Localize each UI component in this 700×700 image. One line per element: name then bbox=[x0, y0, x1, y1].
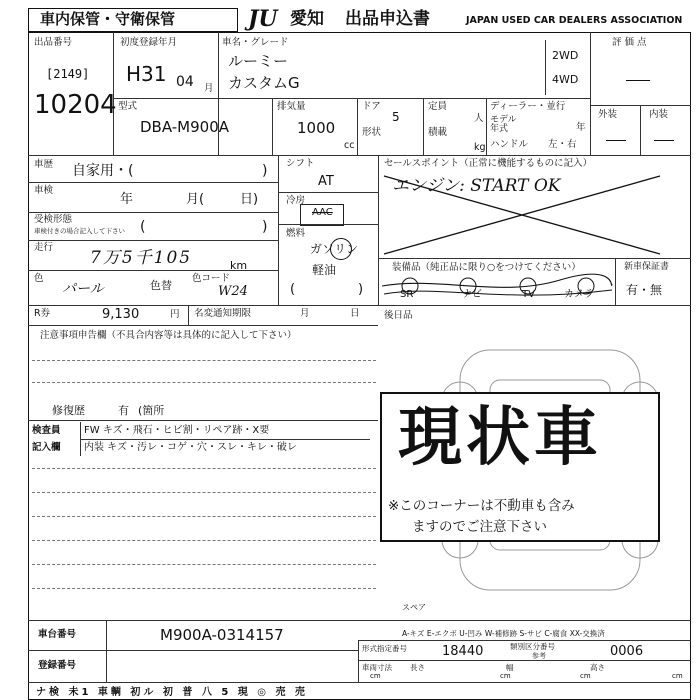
unit-cm-1: cm bbox=[370, 672, 381, 680]
org-name: 愛知 bbox=[290, 9, 324, 29]
notice-label: 名変通知期限 bbox=[194, 308, 252, 319]
unit-cm-2: cm bbox=[500, 672, 511, 680]
notice-line-2: ますのでご注意下さい bbox=[412, 519, 547, 535]
bottom-row: ナ検 未1 車輌 初ル 初 普 八 5 現 ◎ 売 売 bbox=[36, 687, 308, 698]
unit-cm-3: cm bbox=[580, 672, 591, 680]
displacement-value: 1000 bbox=[297, 119, 336, 137]
handle-label: ハンドル bbox=[490, 139, 529, 150]
aftermarket-label: 後日品 bbox=[384, 310, 413, 321]
interior-label: 内装 bbox=[649, 109, 669, 120]
rating-label: 評価点 bbox=[612, 37, 650, 48]
form-title: 出品申込書 bbox=[345, 9, 430, 29]
mileage-label: 走行 bbox=[34, 242, 54, 253]
handle-options: 左・右 bbox=[548, 139, 577, 150]
inspector-label-2: 記入欄 bbox=[32, 442, 61, 453]
color-code-label: 色コード bbox=[192, 273, 231, 284]
spare-label: スペア bbox=[402, 603, 426, 612]
exterior-label: 外装 bbox=[598, 109, 618, 120]
usage-close: ) bbox=[262, 163, 268, 179]
equipment-item-sr: SR bbox=[400, 289, 414, 300]
dealer-label: ディーラー・並行 bbox=[490, 101, 566, 112]
notice-month: 月 bbox=[300, 308, 310, 319]
listing-number-label: 出品番号 bbox=[34, 37, 73, 48]
lot-number: 10204 bbox=[34, 90, 117, 120]
equipment-item-navi: ナビ bbox=[462, 289, 482, 300]
fuel-close: ) bbox=[358, 282, 364, 297]
mileage-value: 7万5千105 bbox=[90, 248, 193, 268]
notes-label: 注意事項申告欄（不具合内容等は具体的に記入して下さい） bbox=[40, 330, 297, 341]
drive-2wd: 2WD bbox=[552, 49, 579, 62]
receive-label: 受検形態 bbox=[34, 214, 73, 225]
color-code-value: W24 bbox=[218, 284, 248, 299]
repair-value: 有 bbox=[118, 404, 129, 417]
class-label: 類別区分番号 bbox=[510, 642, 555, 651]
capacity-label: 定員 bbox=[428, 101, 448, 112]
length-label: 長さ bbox=[410, 663, 425, 672]
fuel-circle bbox=[330, 238, 352, 260]
inspector-row-2: 内装 キズ・汚レ・コゲ・穴・スレ・キレ・破レ bbox=[84, 442, 297, 453]
class-value: 0006 bbox=[610, 644, 644, 659]
inspector-label-1: 検査員 bbox=[32, 425, 61, 436]
height-label: 高さ bbox=[590, 663, 605, 672]
ju-logo: JU bbox=[248, 6, 278, 32]
fuel-gasoline: ガソリン bbox=[310, 242, 359, 256]
repair-place: (箇所 bbox=[138, 404, 165, 417]
color-value: パール bbox=[62, 281, 104, 297]
inspection-month: 月( bbox=[186, 192, 205, 207]
fuel-paren: ( bbox=[290, 282, 296, 297]
drive-4wd: 4WD bbox=[552, 73, 579, 86]
ac-value: AAC bbox=[312, 207, 333, 218]
vehicle-name: ルーミー bbox=[228, 52, 289, 70]
inspection-day: 日) bbox=[240, 192, 259, 207]
dim-label: 車両寸法 bbox=[362, 663, 392, 672]
spec-value: 18440 bbox=[442, 644, 484, 659]
receive-close: ) bbox=[262, 219, 268, 235]
model-label: 型式 bbox=[118, 101, 138, 112]
model-value: DBA-M900A bbox=[140, 118, 230, 136]
notice-line-1: ※このコーナーは不動車も含み bbox=[388, 498, 575, 514]
usage-value: 自家用・( bbox=[72, 163, 134, 179]
chassis-label: 車台番号 bbox=[38, 629, 77, 640]
shape-label: 形状 bbox=[362, 127, 382, 138]
lot-code: [2149] bbox=[46, 67, 90, 81]
doors-value: 5 bbox=[392, 110, 400, 124]
recycle-value: 9,130 bbox=[102, 307, 140, 322]
registration-month-unit: 月 bbox=[204, 83, 214, 94]
shift-label: シフト bbox=[286, 158, 315, 169]
capacity-unit: 人 bbox=[474, 113, 484, 124]
rating-dash bbox=[626, 80, 650, 81]
registration-era-year: H31 bbox=[126, 62, 167, 86]
displacement-label: 排気量 bbox=[277, 101, 306, 112]
history-label: 車歴 bbox=[34, 159, 54, 170]
width-label: 幅 bbox=[506, 663, 514, 672]
mileage-unit: km bbox=[230, 259, 248, 272]
displacement-unit: cc bbox=[344, 140, 355, 151]
sales-point-label: セールスポイント（正常に機能するものに記入） bbox=[384, 158, 593, 169]
equipment-label: 装備品（純正品に限り○をつけてください） bbox=[392, 262, 581, 273]
warranty-options: 有・無 bbox=[626, 283, 663, 297]
fuel-diesel: 軽油 bbox=[312, 263, 337, 277]
inspection-label: 車検 bbox=[34, 185, 54, 196]
load-unit: kg bbox=[474, 142, 486, 153]
receive-note: 車検付きの場合記入して下さい bbox=[34, 227, 125, 235]
registration-label: 初度登録年月 bbox=[120, 37, 178, 48]
ref-label: 参考 bbox=[532, 652, 546, 660]
spec-label: 形式指定番号 bbox=[362, 644, 407, 653]
ac-label: 冷房 bbox=[286, 195, 306, 206]
inspection-year: 年 bbox=[120, 192, 134, 207]
recycle-label: R券 bbox=[34, 308, 51, 319]
sales-point-handwritten: エンジン: START OK bbox=[392, 176, 561, 196]
shift-value: AT bbox=[318, 174, 334, 189]
receive-paren: ( bbox=[140, 219, 146, 235]
reg-label: 登録番号 bbox=[38, 660, 77, 671]
doors-label: ドア bbox=[362, 101, 381, 112]
color-change-label: 色替 bbox=[150, 279, 172, 292]
vehicle-name-label: 車名・グレード bbox=[222, 37, 289, 48]
registration-month: 04 bbox=[176, 74, 194, 90]
recycle-unit: 円 bbox=[170, 309, 180, 320]
org-english: JAPAN USED CAR DEALERS ASSOCIATION bbox=[466, 15, 683, 26]
repair-label: 修復歴 bbox=[52, 404, 85, 417]
equipment-item-camera: カメラ bbox=[564, 289, 594, 300]
load-label: 積載 bbox=[428, 127, 448, 138]
damage-legend: A-キズ E-エクボ U-凹み W-補修跡 S-サビ C-腐食 XX-交換済 bbox=[402, 629, 605, 638]
fuel-label: 燃料 bbox=[286, 228, 306, 239]
model-year-label: モデル 年式 bbox=[490, 115, 517, 135]
model-year-unit: 年 bbox=[576, 122, 586, 133]
vehicle-grade: カスタムG bbox=[228, 74, 300, 92]
notice-day: 日 bbox=[350, 308, 360, 319]
warranty-label: 新車保証書 bbox=[624, 262, 670, 272]
inspector-row-1: FW キズ・飛石・ヒビ割・リペア跡・X要 bbox=[84, 425, 270, 436]
notice-big-text: 現状車 bbox=[398, 401, 602, 475]
unit-cm-4: cm bbox=[672, 672, 683, 680]
chassis-value: M900A-0314157 bbox=[160, 626, 284, 644]
equipment-item-tv: TV bbox=[522, 289, 535, 300]
custody-label: 車内保管・守衛保管 bbox=[40, 10, 176, 28]
equipment-scribble bbox=[380, 272, 614, 304]
color-label: 色 bbox=[34, 273, 44, 284]
